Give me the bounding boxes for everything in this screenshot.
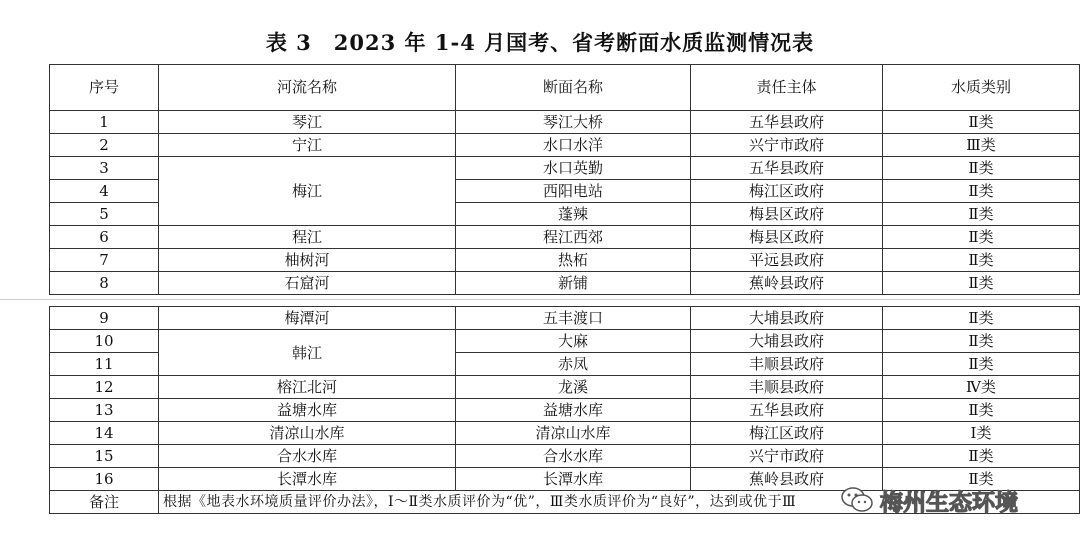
row-section: 新铺 — [456, 272, 691, 295]
row-section: 水口水洋 — [456, 134, 691, 157]
row-no: 4 — [50, 180, 159, 203]
header-river: 河流名称 — [159, 65, 456, 111]
row-river-merged: 韩江 — [159, 330, 456, 376]
row-no: 8 — [50, 272, 159, 295]
row-section: 赤凤 — [456, 353, 691, 376]
watermark-text: 梅州生态环境 — [880, 489, 1018, 516]
row-river: 宁江 — [159, 134, 456, 157]
row-no: 9 — [50, 307, 159, 330]
header-owner: 责任主体 — [691, 65, 883, 111]
row-grade: Ⅱ类 — [883, 468, 1080, 491]
row-owner: 大埔县政府 — [691, 330, 883, 353]
row-river: 清凉山水库 — [159, 422, 456, 445]
water-quality-table-part1 — [49, 64, 1080, 295]
row-no: 2 — [50, 134, 159, 157]
row-grade: Ⅱ类 — [883, 203, 1080, 226]
row-section: 琴江大桥 — [456, 111, 691, 134]
row-no: 6 — [50, 226, 159, 249]
page-break-line — [0, 299, 1080, 300]
table-row — [50, 226, 1080, 249]
row-owner: 梅县区政府 — [691, 226, 883, 249]
row-grade: Ⅲ类 — [883, 134, 1080, 157]
row-owner: 平远县政府 — [691, 249, 883, 272]
row-section: 龙溪 — [456, 376, 691, 399]
table-title: 表 3 2023 年 1-4 月国考、省考断面水质监测情况表 — [265, 30, 815, 55]
row-grade: Ⅱ类 — [883, 307, 1080, 330]
header-grade: 水质类别 — [883, 65, 1080, 111]
table-row — [50, 445, 1080, 468]
row-grade: Ⅱ类 — [883, 353, 1080, 376]
row-section: 清凉山水库 — [456, 422, 691, 445]
row-no: 3 — [50, 157, 159, 180]
page-break-gap — [0, 295, 1080, 306]
row-no: 5 — [50, 203, 159, 226]
row-grade: Ⅱ类 — [883, 226, 1080, 249]
row-river: 合水水库 — [159, 445, 456, 468]
row-river: 柚树河 — [159, 249, 456, 272]
row-no: 16 — [50, 468, 159, 491]
table-row — [50, 330, 1080, 353]
table-row — [50, 399, 1080, 422]
row-river: 琴江 — [159, 111, 456, 134]
row-grade: Ⅱ类 — [883, 445, 1080, 468]
row-section: 益塘水库 — [456, 399, 691, 422]
row-section: 程江西郊 — [456, 226, 691, 249]
wechat-icon — [840, 485, 874, 515]
row-no: 14 — [50, 422, 159, 445]
row-owner: 梅江区政府 — [691, 180, 883, 203]
table-header-row — [50, 65, 1080, 111]
row-river: 益塘水库 — [159, 399, 456, 422]
row-section: 大麻 — [456, 330, 691, 353]
row-grade: Ⅳ类 — [883, 376, 1080, 399]
row-owner: 梅县区政府 — [691, 203, 883, 226]
row-section: 长潭水库 — [456, 468, 691, 491]
row-grade: Ⅱ类 — [883, 111, 1080, 134]
row-owner: 大埔县政府 — [691, 307, 883, 330]
row-grade: Ⅱ类 — [883, 330, 1080, 353]
row-grade: Ⅰ类 — [883, 422, 1080, 445]
table-row — [50, 307, 1080, 330]
row-grade: Ⅱ类 — [883, 249, 1080, 272]
row-owner: 丰顺县政府 — [691, 353, 883, 376]
table-row — [50, 111, 1080, 134]
row-section: 水口英勤 — [456, 157, 691, 180]
row-owner: 梅江区政府 — [691, 422, 883, 445]
row-section: 五丰渡口 — [456, 307, 691, 330]
row-no: 13 — [50, 399, 159, 422]
row-no: 1 — [50, 111, 159, 134]
row-river: 石窟河 — [159, 272, 456, 295]
row-grade: Ⅱ类 — [883, 157, 1080, 180]
row-no: 10 — [50, 330, 159, 353]
row-owner: 五华县政府 — [691, 399, 883, 422]
row-owner: 丰顺县政府 — [691, 376, 883, 399]
row-grade: Ⅱ类 — [883, 272, 1080, 295]
row-river-merged: 梅江 — [159, 157, 456, 226]
row-river: 长潭水库 — [159, 468, 456, 491]
row-owner: 兴宁市政府 — [691, 445, 883, 468]
row-owner: 兴宁市政府 — [691, 134, 883, 157]
row-river: 榕江北河 — [159, 376, 456, 399]
row-owner: 蕉岭县政府 — [691, 272, 883, 295]
row-owner: 蕉岭县政府 — [691, 468, 883, 491]
watermark — [840, 482, 1018, 518]
header-no: 序号 — [50, 65, 159, 111]
note-label: 备注 — [50, 491, 159, 514]
row-no: 15 — [50, 445, 159, 468]
row-section: 西阳电站 — [456, 180, 691, 203]
header-section: 断面名称 — [456, 65, 691, 111]
table-row — [50, 422, 1080, 445]
table-row — [50, 134, 1080, 157]
table-row — [50, 157, 1080, 180]
row-section: 蓬辣 — [456, 203, 691, 226]
note-text: 根据《地表水环境质量评价办法》，Ⅰ～Ⅱ类水质评价为“优”，Ⅲ类水质评价为“良好”，达到或优于Ⅲ — [159, 491, 1080, 514]
row-owner: 五华县政府 — [691, 157, 883, 180]
row-section: 合水水库 — [456, 445, 691, 468]
row-section: 热柘 — [456, 249, 691, 272]
row-river: 梅潭河 — [159, 307, 456, 330]
row-grade: Ⅱ类 — [883, 399, 1080, 422]
row-river: 程江 — [159, 226, 456, 249]
row-owner: 五华县政府 — [691, 111, 883, 134]
row-no: 11 — [50, 353, 159, 376]
table-row — [50, 272, 1080, 295]
row-grade: Ⅱ类 — [883, 180, 1080, 203]
table-row — [50, 376, 1080, 399]
row-no: 12 — [50, 376, 159, 399]
table-row — [50, 249, 1080, 272]
row-no: 7 — [50, 249, 159, 272]
